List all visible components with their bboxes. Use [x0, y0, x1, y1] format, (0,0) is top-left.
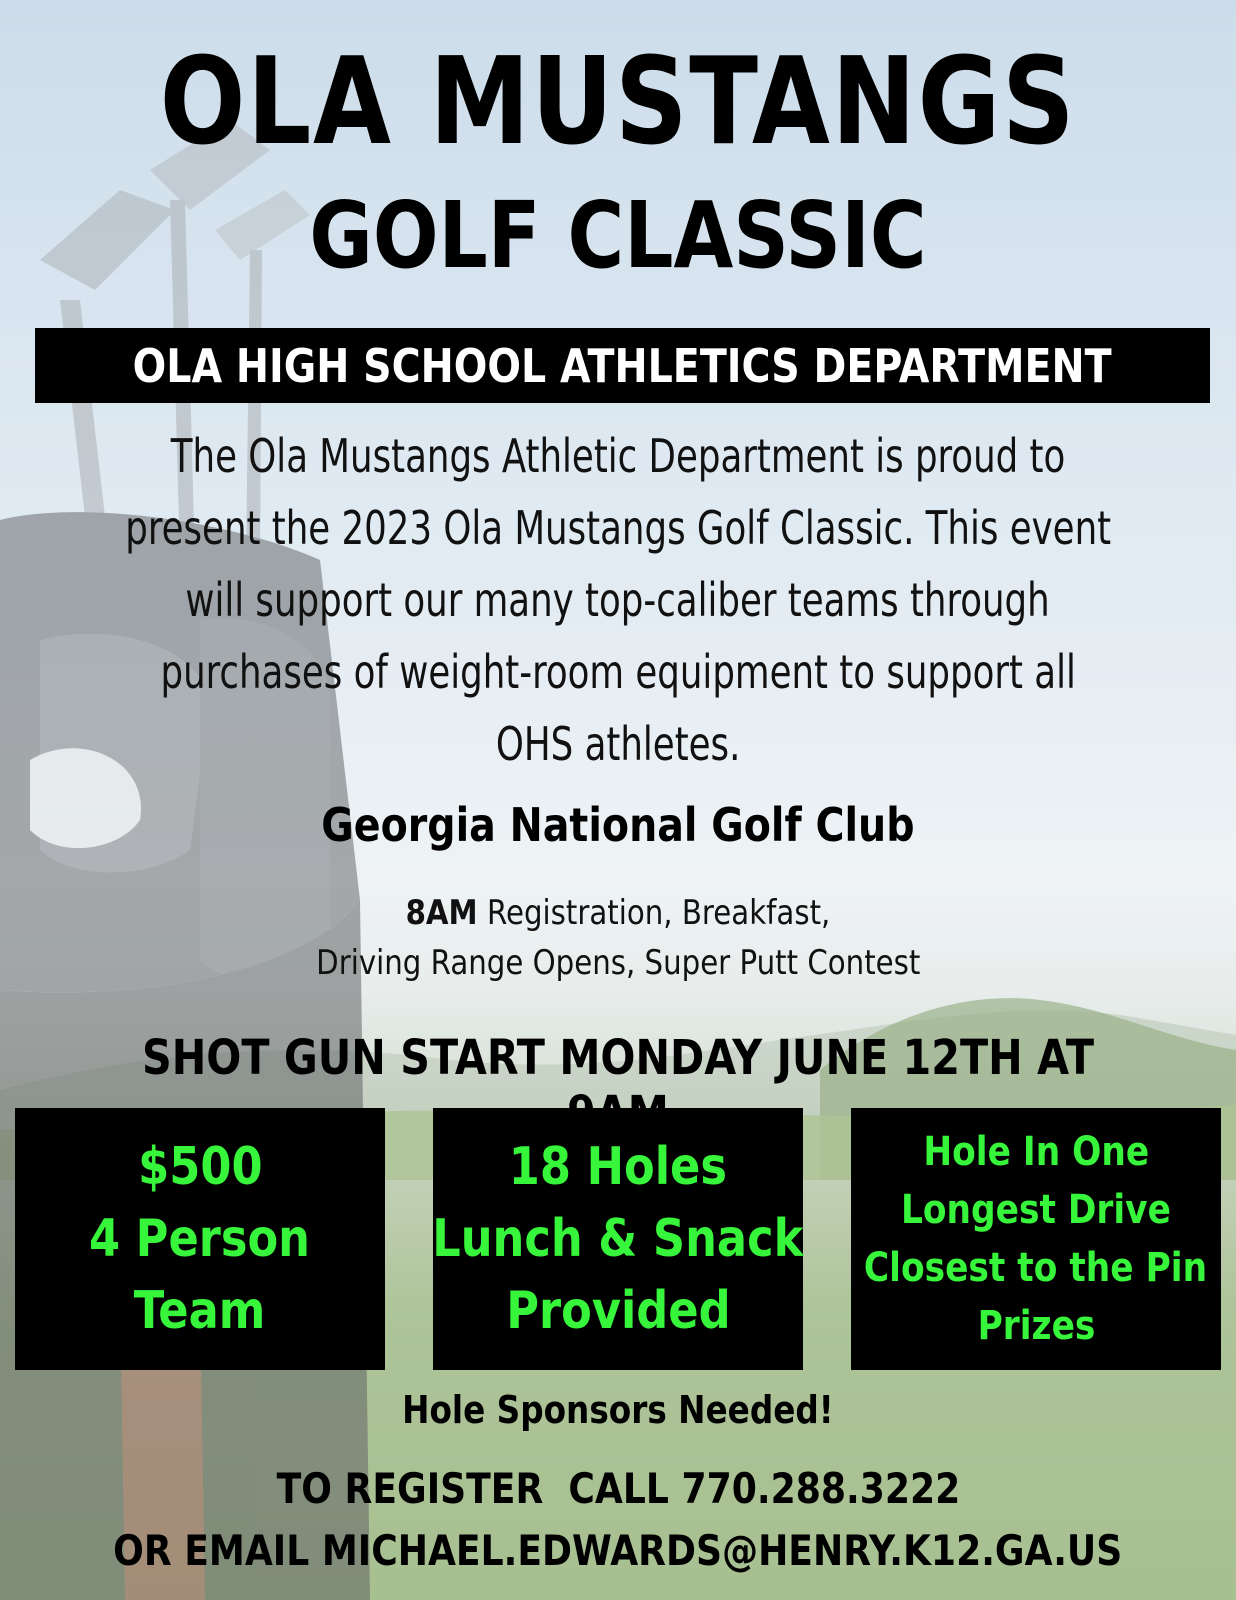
schedule-line-2: Driving Range Opens, Super Putt Contest	[315, 943, 921, 983]
venue-name	[0, 798, 1236, 852]
schedule	[0, 888, 1236, 988]
department-label: OLA HIGH SCHOOL ATHLETICS DEPARTMENT	[133, 338, 1112, 393]
price-box	[15, 1108, 385, 1370]
intro-line: present the 2023 Ola Mustangs Golf Classic. This event	[125, 501, 1111, 555]
department-banner	[35, 328, 1210, 403]
price-box-line: $500	[137, 1137, 263, 1197]
prizes-box-line: Longest Drive	[901, 1187, 1171, 1233]
holes-box-line: 18 Holes	[508, 1137, 728, 1197]
holes-box-line: Lunch & Snack	[432, 1209, 804, 1269]
intro-line: OHS athletes.	[495, 717, 741, 771]
sponsors-label: Hole Sponsors Needed!	[402, 1388, 834, 1432]
register-phone-line: TO REGISTER CALL 770.288.3222	[276, 1464, 960, 1513]
register-info	[0, 1458, 1236, 1582]
schedule-line-1: Registration, Breakfast,	[477, 893, 831, 933]
register-email-line: OR EMAIL MICHAEL.EDWARDS@HENRY.K12.GA.US	[113, 1526, 1123, 1575]
shotgun-start-label: SHOT GUN START MONDAY JUNE 12TH AT	[142, 1030, 1094, 1086]
sponsors-callout	[0, 1388, 1236, 1432]
prizes-box-line: Prizes	[977, 1303, 1095, 1349]
intro-paragraph	[40, 420, 1196, 780]
intro-line: purchases of weight-room equipment to support all	[160, 645, 1076, 699]
holes-box	[433, 1108, 803, 1370]
venue-label: Georgia National Golf Club	[321, 798, 915, 852]
intro-line: will support our many top-caliber teams through	[185, 573, 1051, 627]
price-box-line: Team	[134, 1281, 266, 1341]
schedule-time: 8AM	[405, 893, 478, 933]
title-line-2: GOLF CLASSIC	[309, 182, 927, 289]
prizes-box	[851, 1108, 1221, 1370]
prizes-box-line: Hole In One	[923, 1129, 1149, 1175]
holes-box-line: Provided	[505, 1281, 731, 1341]
intro-line: The Ola Mustangs Athletic Department is proud to	[170, 429, 1066, 483]
price-box-line: 4 Person	[89, 1209, 311, 1269]
title-line-1: OLA MUSTANGS	[159, 33, 1077, 172]
prizes-box-line: Closest to the Pin	[864, 1245, 1208, 1291]
